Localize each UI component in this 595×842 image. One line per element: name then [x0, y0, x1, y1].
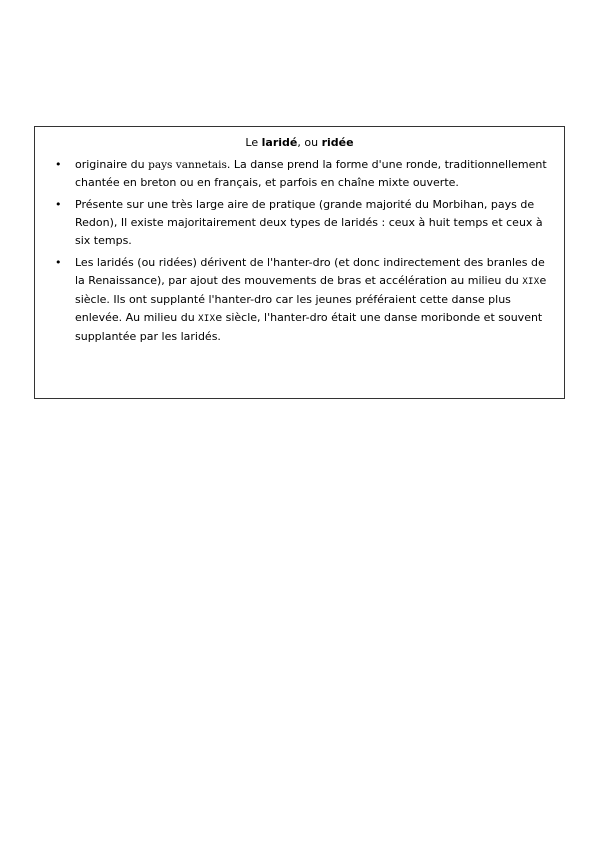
title-term-ridee: ridée	[321, 136, 354, 149]
item-text-b: e siècle. Ils ont supplanté l'hanter-dro car les jeunes préféraient cette danse plus enlevée. Au milieu du	[75, 274, 547, 324]
item-text-b: . La danse prend la forme d'une ronde, traditionnellement chantée en breton ou en français, et parfois en chaîne mixte ouverte.	[75, 158, 547, 189]
item-text-serif: pays vannetais	[148, 159, 227, 171]
bullet-icon: •	[55, 256, 62, 269]
list-item	[35, 196, 564, 250]
item-text: Présente sur une très large aire de pratique (grande majorité du Morbihan, pays de Redon), Il existe majoritairement deux types de laridés : ceux à huit temps et ceux à six temps.	[75, 198, 543, 247]
century-numeral: XIX	[198, 314, 216, 324]
bullet-icon: •	[55, 198, 62, 211]
box-title	[35, 136, 564, 150]
content-box	[34, 126, 565, 399]
list-item	[35, 254, 564, 346]
title-term-laride: laridé	[261, 136, 298, 149]
item-text-a: Les laridés (ou ridées) dérivent de l'hanter-dro (et donc indirectement des branles de la Renaissance), par ajout des mouvements de bras et accélération au milieu du	[75, 256, 545, 287]
title-mid: , ou	[297, 136, 322, 149]
bullet-list	[35, 156, 564, 350]
item-text-c: e siècle, l'hanter-dro était une danse moribonde et souvent supplantée par les laridés.	[75, 311, 543, 343]
list-item	[35, 156, 564, 192]
century-numeral: XIX	[522, 277, 540, 287]
item-text-a: originaire du	[75, 158, 149, 171]
title-prefix: Le	[245, 136, 262, 149]
bullet-icon: •	[55, 158, 62, 171]
